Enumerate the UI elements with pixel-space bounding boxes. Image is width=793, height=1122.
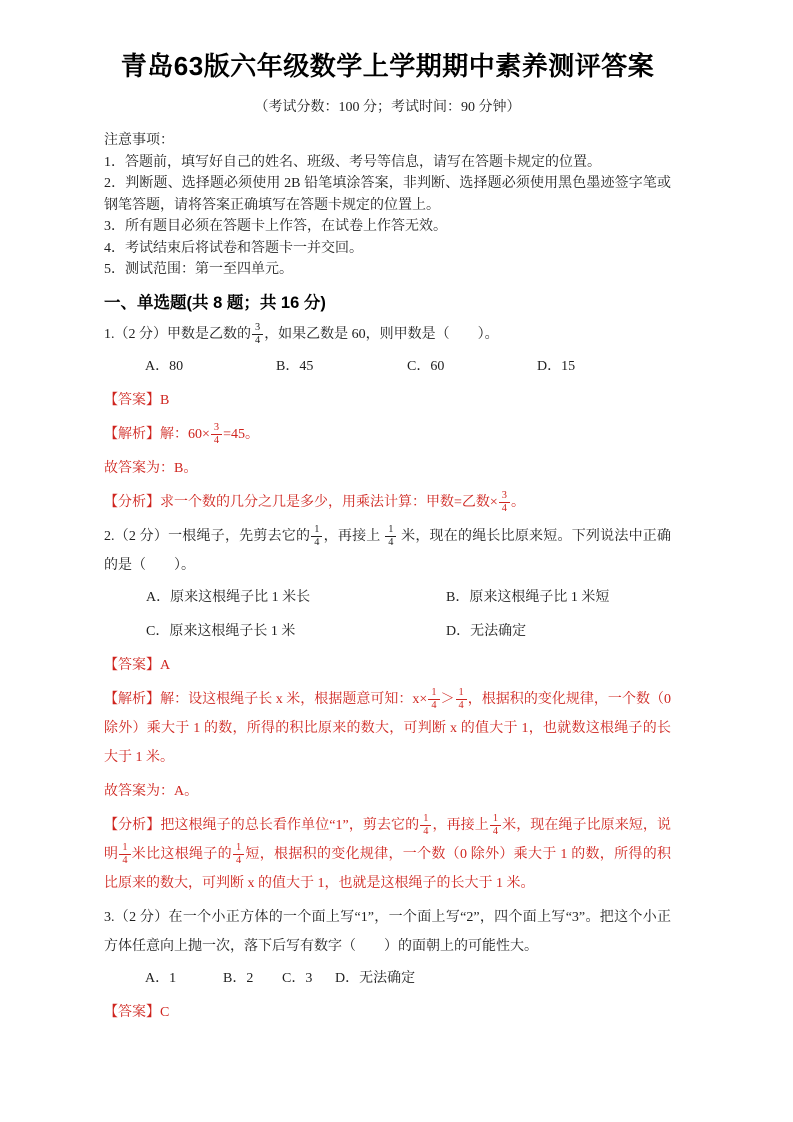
question-1-analysis: 【分析】求一个数的几分之几是多少，用乘法计算：甲数=乙数× $\frac{3}{4}$ 。	[104, 490, 525, 515]
question-3-option-d: D．无法确定	[335, 970, 416, 986]
question-1-explanation: 【解析】解：60× $\frac{3}{4}$ =45。	[104, 422, 259, 447]
question-1-conclusion: 故答案为：B。	[104, 460, 198, 476]
question-2-explanation: 【解析】解：设这根绳子长 x 米，根据题意可知：x× $\frac{1}{4}$ ＞ $\frac{1}{4}$ ，根据积的变化规律，一个数（0 除外）乘大于 1 的数，所得的积比原来的数大，可判断 x 的值大于 1，也就数这根绳子的长大于 1 米。	[104, 687, 672, 765]
question-2-option-d: D．无法确定	[446, 623, 527, 639]
question-1-option-c: C．60	[407, 358, 445, 374]
question-3-options	[104, 964, 671, 993]
question-2-analysis: 【分析】把这根绳子的总长看作单位“1”，剪去它的 $\frac{1}{4}$ ，再接上 $\frac{1}{4}$ 米，现在绳子比原来短，说明 $\frac{1}{4}$ 米比这根绳子的 $\frac{1}{4}$ 短，根据积的变化规律，一个数（0 除外）乘大于 1 的数，所得的积比原来的数大，可判断 x 的值大于 1，也就是这根绳子的长大于 1 米。	[104, 813, 672, 891]
question-2	[104, 522, 671, 898]
notice-section	[104, 130, 671, 281]
question-2-option-c: C．原来这根绳子长 1 米	[146, 623, 296, 639]
question-1-option-d: D．15	[537, 358, 576, 374]
fraction: $\frac{3}{4}$	[211, 422, 222, 447]
question-3-answer: 【答案】C	[104, 1004, 170, 1020]
question-1-answer: 【答案】B	[104, 392, 170, 408]
fraction: $\frac{3}{4}$	[499, 490, 510, 515]
notice-item-4: 4．考试结束后将试卷和答题卡一并交回。	[104, 240, 363, 256]
question-1-options	[104, 352, 671, 381]
question-1-option-a: A．80	[145, 358, 184, 374]
fraction: $\frac{1}{4}$	[490, 813, 501, 838]
section-heading-single-choice: 一、单选题(共 8 题；共 16 分)	[104, 293, 326, 312]
notice-item-1: 1．答题前，填写好自己的姓名、班级、考号等信息，请写在答题卡规定的位置。	[104, 154, 601, 170]
question-2-options	[104, 583, 671, 646]
question-3-stem: 3.（2 分）在一个小正方体的一个面上写“1”，一个面上写“2”，四个面上写“3”。把这个小正方体任意向上抛一次，落下后写有数字（ ）的面朝上的可能性大。	[104, 909, 671, 954]
notice-heading: 注意事项：	[104, 133, 174, 148]
question-3-option-b: B．2	[223, 970, 254, 986]
question-2-conclusion: 故答案为：A。	[104, 783, 199, 799]
question-3	[104, 903, 671, 1027]
notice-item-3: 3．所有题目必须在答题卡上作答，在试卷上作答无效。	[104, 219, 447, 234]
fraction: $\frac{1}{4}$	[119, 842, 130, 867]
question-2-option-a: A．原来这根绳子比 1 米长	[146, 589, 311, 605]
page-title: 青岛63版六年级数学上学期期中素养测评答案	[120, 51, 655, 81]
fraction: $\frac{3}{4}$	[252, 322, 263, 347]
question-1	[104, 320, 671, 517]
question-3-option-c: C．3	[282, 970, 313, 986]
question-1-option-b: B．45	[276, 358, 314, 374]
fraction: $\frac{1}{4}$	[233, 842, 244, 867]
question-3-option-a: A．1	[145, 970, 177, 986]
question-1-stem: 1.（2 分）甲数是乙数的 $\frac{3}{4}$ ，如果乙数是 60，则甲数是（ ）。	[104, 322, 499, 347]
notice-item-2: 2．判断题、选择题必须使用 2B 铅笔填涂答案，非判断、选择题必须使用黑色墨迹签字笔或钢笔答题，请将答案正确填写在答题卡规定的位置上。	[104, 176, 671, 213]
question-2-answer: 【答案】A	[104, 657, 171, 673]
fraction: $\frac{1}{4}$	[420, 813, 431, 838]
fraction: $\frac{1}{4}$	[456, 687, 467, 712]
fraction: $\frac{1}{4}$	[311, 524, 322, 549]
fraction: $\frac{1}{4}$	[385, 524, 396, 549]
fraction: $\frac{1}{4}$	[428, 687, 439, 712]
question-2-stem: 2.（2 分）一根绳子，先剪去它的 $\frac{1}{4}$ ，再接上 $\frac{1}{4}$ 米，现在的绳长比原来短。下列说法中正确的是（ ）。	[104, 524, 672, 573]
notice-item-5: 5．测试范围：第一至四单元。	[104, 262, 293, 277]
exam-meta-subtitle: （考试分数：100 分；考试时间：90 分钟）	[254, 100, 521, 115]
question-2-option-b: B．原来这根绳子比 1 米短	[446, 589, 610, 605]
